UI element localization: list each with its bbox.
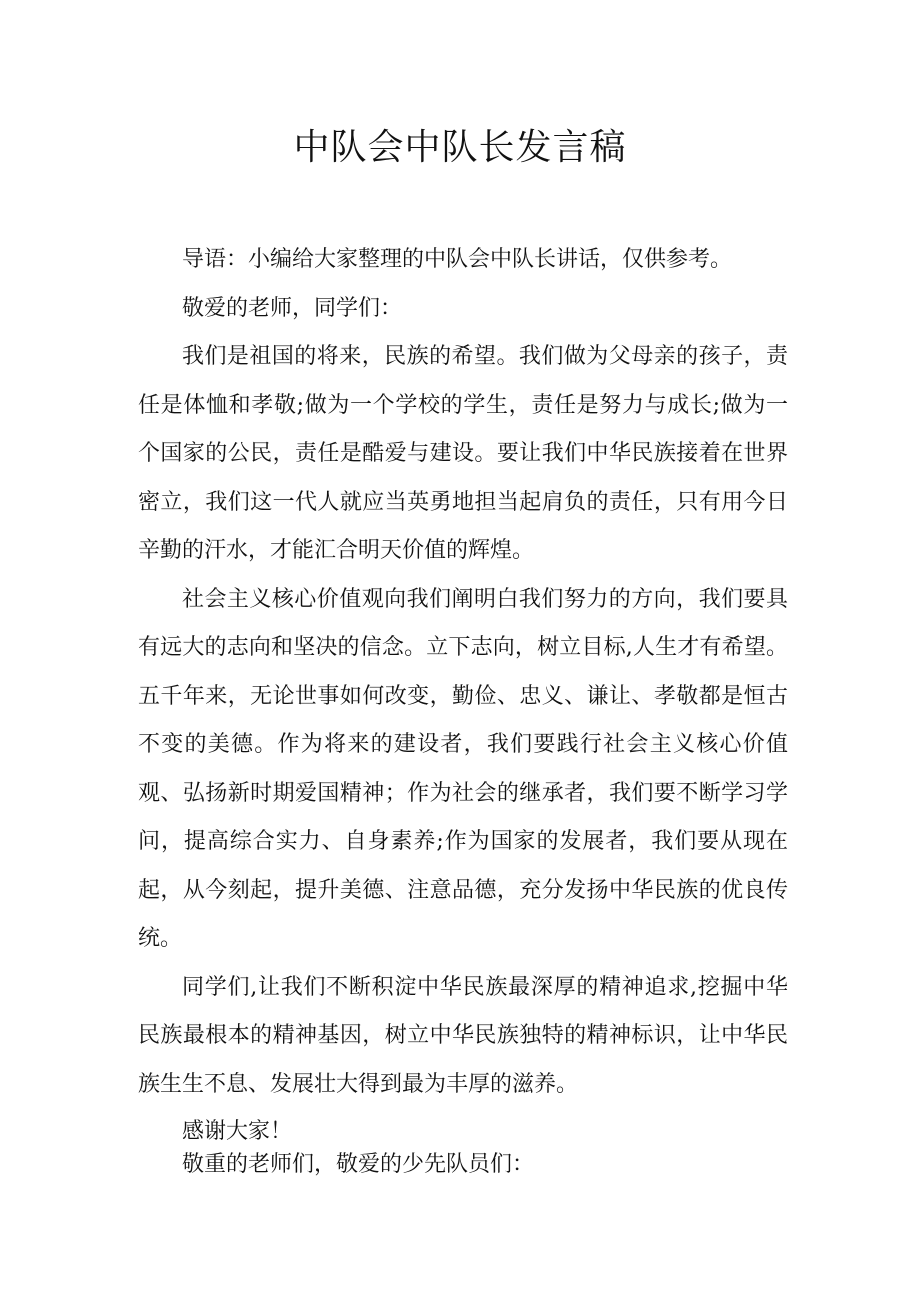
greeting-paragraph: 敬爱的老师，同学们： [182, 295, 403, 321]
thanks-paragraph: 感谢大家！ [182, 1119, 293, 1144]
body-paragraph-1: 我们是祖国的将来，民族的希望。我们做为父母亲的孩子，责任是体恤和孝敬;做为一个学校的学生，责任是努力与成长;做为一个国家的公民，责任是酷爱与建设。要让我们中华民族接着在世界密立，我们这一代人就应当英勇地担当起肩负的责任，只有用今日辛勤的汗水，才能汇合明天价值的辉煌。 [138, 344, 788, 563]
document-title: 中队会中队长发言稿 [293, 127, 627, 168]
body-paragraph-2: 社会主义核心价值观向我们阐明白我们努力的方向，我们要具有远大的志向和坚决的信念。立下志向，树立目标,人生才有希望。五千年来，无论世事如何改变，勤俭、忠义、谦让、孝敬都是恒古不变的美德。作为将来的建设者，我们要践行社会主义核心价值观、弘扬新时期爱国精神；作为社会的继承者，我们要不断学习学问，提高综合实力、自身素养;作为国家的发展者，我们要从现在起，从今刻起，提升美德、注意品德，充分发扬中华民族的优良传统。 [138, 586, 788, 951]
document-body [138, 236, 788, 1181]
second-greeting-paragraph: 敬重的老师们，敬爱的少先队员们： [182, 1152, 535, 1177]
body-paragraph-3: 同学们,让我们不断积淀中华民族最深厚的精神追求,挖掘中华民族最根本的精神基因，树立中华民族独特的精神标识，让中华民族生生不息、发展壮大得到最为丰厚的滋养。 [138, 974, 788, 1097]
intro-paragraph: 导语：小编给大家整理的中队会中队长讲话，仅供参考。 [182, 247, 733, 272]
